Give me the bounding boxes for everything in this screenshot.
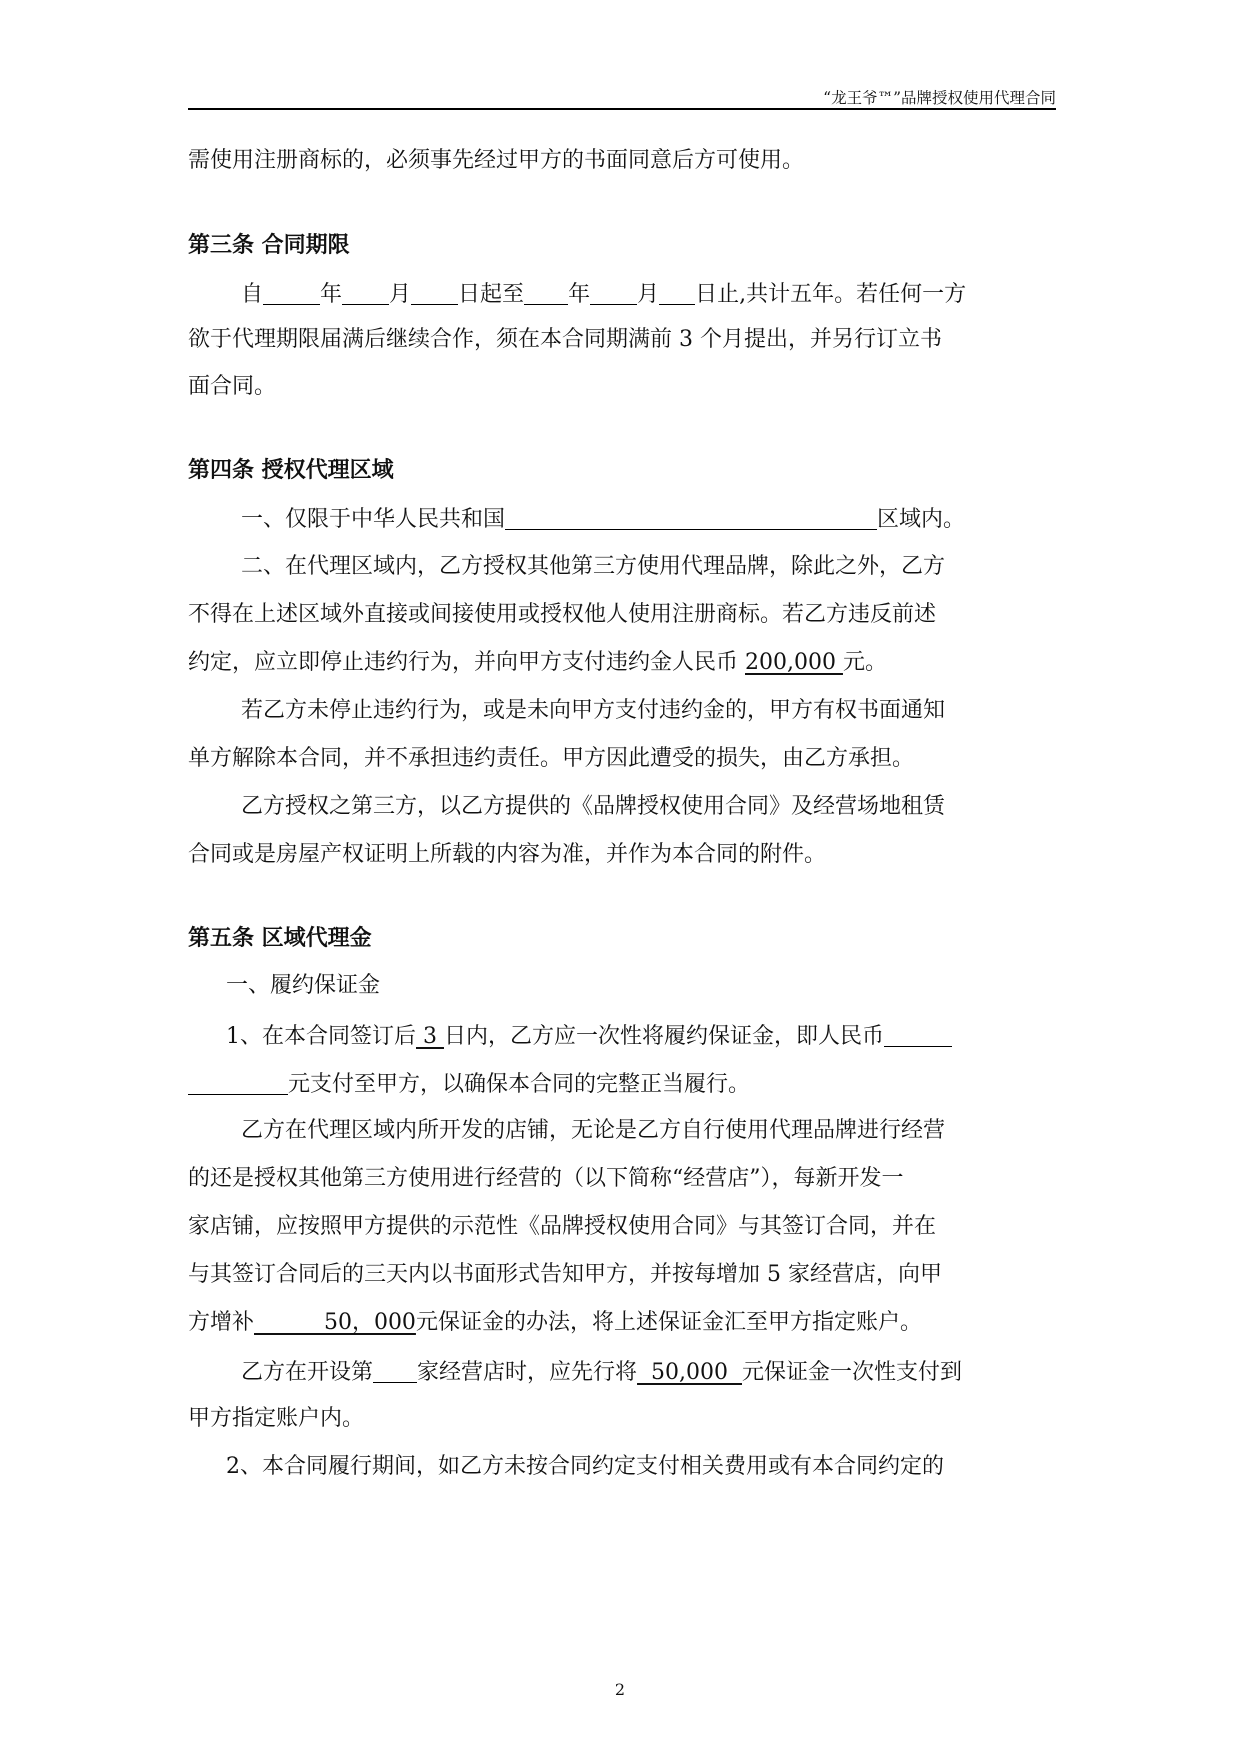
paragraph-line: 需使用注册商标的，必须事先经过甲方的书面同意后方可使用。 [188,148,805,173]
paragraph-line: 家店铺，应按照甲方提供的示范性《品牌授权使用合同》与其签订合同，并在 [188,1214,937,1239]
blank-field [342,282,389,305]
deposit-amount: 50,000 [637,1360,742,1385]
region-blank [505,507,877,530]
text: 元支付至甲方，以确保本合同的完整正当履行。 [288,1072,751,1097]
text: 自 [241,282,264,307]
text: 年 [320,282,343,307]
paragraph-line [188,1360,962,1384]
header-rule [188,108,1056,110]
text: 年 [568,282,591,307]
paragraph-line: 若乙方未停止违约行为，或是未向甲方支付违约金的，甲方有权书面通知 [241,698,946,723]
paragraph-line [188,1312,922,1334]
running-header: “龙王爷™”品牌授权使用代理合同 [823,89,1056,107]
days-value: 3 [416,1024,444,1049]
paragraph-line: 与其签订合同后的三天内以书面形式告知甲方，并按每增加 5 家经营店，向甲 [188,1262,942,1287]
text: 日止,共计五年。若任何一方 [695,282,967,307]
article-3-heading: 第三条 合同期限 [188,233,350,258]
text: 日起至 [458,282,525,307]
paragraph-line: 二、在代理区域内，乙方授权其他第三方使用代理品牌，除此之外，乙方 [241,554,946,579]
blank-field [524,282,568,305]
paragraph-line [188,1072,750,1096]
article-4-heading: 第四条 授权代理区域 [188,458,394,483]
text: 元保证金一次性支付到 [741,1360,962,1385]
paragraph-line: 甲方指定账户内。 [188,1406,365,1431]
paragraph-line: 单方解除本合同，并不承担违约责任。甲方因此遭受的损失，由乙方承担。 [188,746,915,771]
text: 元保证金的办法，将上述保证金汇至甲方指定账户。 [415,1310,922,1335]
amount-blank [188,1072,288,1095]
paragraph-line: 不得在上述区域外直接或间接使用或授权他人使用注册商标。若乙方违反前述 [188,602,937,627]
text: 月 [389,282,412,307]
article-3-term-line [188,282,966,306]
paragraph-line: 的还是授权其他第三方使用进行经营的（以下简称“经营店”），每新开发一 [188,1166,904,1191]
text: 元。 [842,650,887,675]
text: 方增补 [188,1310,255,1335]
deposit-amount: 50，000 [254,1310,416,1335]
paragraph-line: 乙方在代理区域内所开发的店铺，无论是乙方自行使用代理品牌进行经营 [241,1118,946,1143]
text: 约定，应立即停止违约行为，并向甲方支付违约金人民币 [188,650,745,675]
store-number-blank [373,1360,417,1383]
text: 家经营店时，应先行将 [417,1360,638,1385]
text: 乙方在开设第 [241,1360,374,1385]
text: 区域内。 [877,507,966,532]
paragraph-line: 合同或是房屋产权证明上所载的内容为准，并作为本合同的附件。 [188,842,827,867]
paragraph-line [188,652,887,674]
article-5-heading: 第五条 区域代理金 [188,926,372,951]
text: 日内，乙方应一次性将履约保证金，即人民币 [443,1024,884,1049]
text: 月 [637,282,660,307]
page-number: 2 [614,1680,626,1699]
subsection-title: 一、履约保证金 [226,973,381,998]
paragraph-line: 面合同。 [188,374,277,399]
penalty-amount: 200,000 [745,650,843,675]
text: 一、仅限于中华人民共和国 [241,507,506,532]
paragraph-line: 欲于代理期限届满后继续合作，须在本合同期满前 3 个月提出，并另行订立书 [188,327,942,352]
amount-blank [884,1024,952,1047]
paragraph-line [188,1024,952,1048]
paragraph-line: 乙方授权之第三方，以乙方提供的《品牌授权使用合同》及经营场地租赁 [241,794,946,819]
article-4-region-line [188,507,965,531]
blank-field [659,282,695,305]
text: 1、在本合同签订后 [226,1024,416,1049]
blank-field [263,282,320,305]
paragraph-line: 2、本合同履行期间，如乙方未按合同约定支付相关费用或有本合同约定的 [226,1454,944,1479]
blank-field [411,282,458,305]
blank-field [590,282,637,305]
